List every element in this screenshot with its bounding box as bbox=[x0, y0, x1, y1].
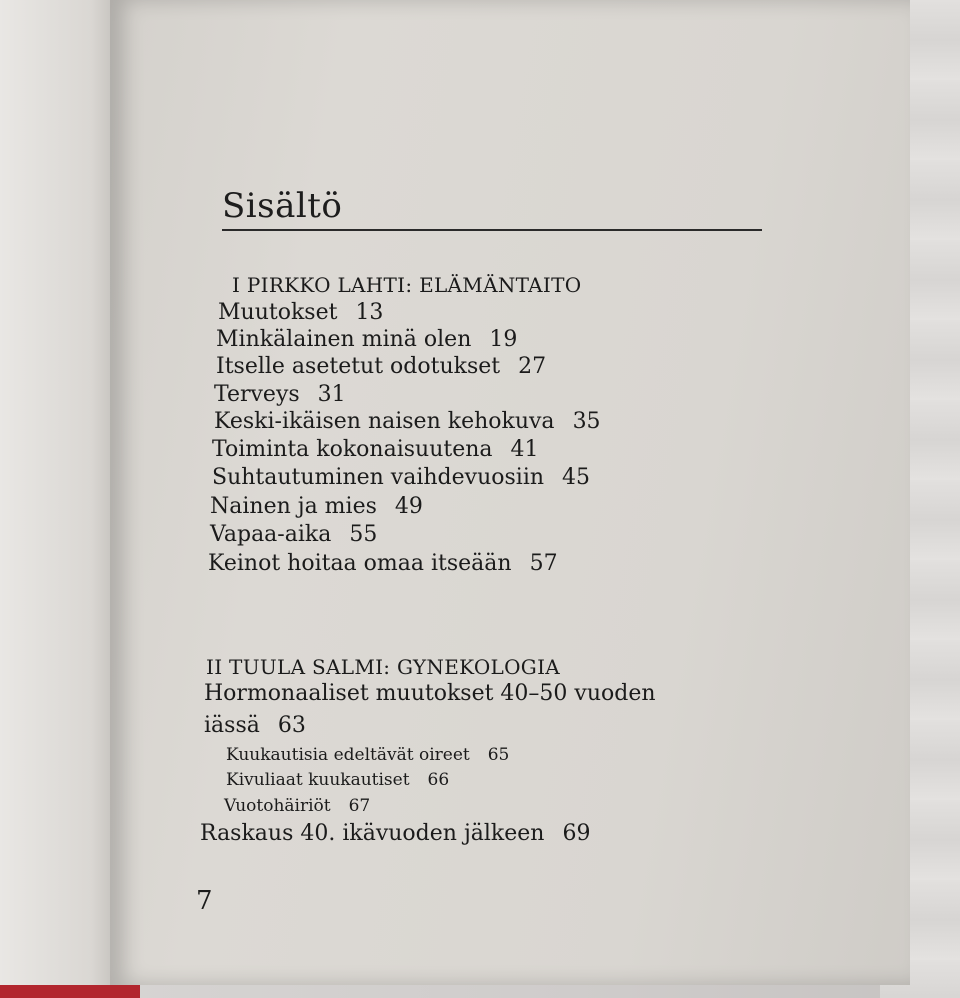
entry-title: Kivuliaat kuukautiset bbox=[226, 770, 410, 790]
entry-page: 27 bbox=[518, 354, 547, 379]
entry-title: Toiminta kokonaisuutena bbox=[212, 437, 493, 462]
entry-title: Vapaa-aika bbox=[210, 522, 332, 547]
toc-entry bbox=[216, 327, 517, 353]
section1-heading: I PIRKKO LAHTI: ELÄMÄNTAITO bbox=[232, 273, 582, 297]
entry-title: Kuukautisia edeltävät oireet bbox=[226, 745, 470, 765]
entry-page: 13 bbox=[355, 300, 384, 325]
toc-entry bbox=[200, 821, 590, 847]
toc-subentry bbox=[224, 793, 370, 819]
toc-entry-line1: Hormonaaliset muutokset 40–50 vuoden bbox=[204, 681, 656, 706]
entry-title: iässä bbox=[204, 713, 260, 738]
section2-heading: II TUULA SALMI: GYNEKOLOGIA bbox=[206, 655, 561, 679]
toc-entry bbox=[218, 300, 383, 326]
entry-page: 57 bbox=[529, 551, 558, 576]
toc-entry bbox=[210, 522, 377, 548]
book-cover-edge bbox=[0, 985, 140, 998]
entry-page: 45 bbox=[562, 465, 591, 490]
entry-page: 35 bbox=[572, 409, 601, 434]
toc-subentry bbox=[226, 742, 509, 768]
title-underline bbox=[222, 229, 762, 231]
entry-title: Vuotohäiriöt bbox=[224, 796, 331, 816]
entry-title: Keski-ikäisen naisen kehokuva bbox=[214, 409, 555, 434]
toc-title: Sisältö bbox=[222, 186, 343, 226]
toc-entry bbox=[210, 494, 423, 520]
entry-page: 67 bbox=[348, 796, 371, 816]
entry-title: Suhtautuminen vaihdevuosiin bbox=[212, 465, 545, 490]
entry-title: Keinot hoitaa omaa itseään bbox=[208, 551, 512, 576]
entry-title: Itselle asetetut odotukset bbox=[216, 354, 501, 379]
toc-entry bbox=[214, 382, 346, 408]
toc-entry bbox=[212, 437, 539, 463]
toc-entry bbox=[214, 409, 601, 435]
entry-page: 19 bbox=[489, 327, 518, 352]
entry-page: 31 bbox=[317, 382, 346, 407]
entry-title: Nainen ja mies bbox=[210, 494, 377, 519]
entry-title: Raskaus 40. ikävuoden jälkeen bbox=[200, 821, 545, 846]
entry-page: 49 bbox=[394, 494, 423, 519]
entry-title: Muutokset bbox=[218, 300, 338, 325]
toc-entry bbox=[208, 551, 558, 577]
toc-entry bbox=[212, 465, 590, 491]
page-number: 7 bbox=[196, 886, 213, 916]
toc-subentry bbox=[226, 767, 449, 793]
entry-title: Terveys bbox=[214, 382, 300, 407]
entry-page: 66 bbox=[427, 770, 450, 790]
entry-page: 65 bbox=[487, 745, 510, 765]
entry-page: 41 bbox=[510, 437, 539, 462]
entry-title: Minkälainen minä olen bbox=[216, 327, 472, 352]
entry-page: 69 bbox=[562, 821, 591, 846]
entry-page: 55 bbox=[349, 522, 378, 547]
toc-entry-line2 bbox=[204, 713, 306, 739]
toc-entry bbox=[216, 354, 546, 380]
entry-page: 63 bbox=[277, 713, 306, 738]
